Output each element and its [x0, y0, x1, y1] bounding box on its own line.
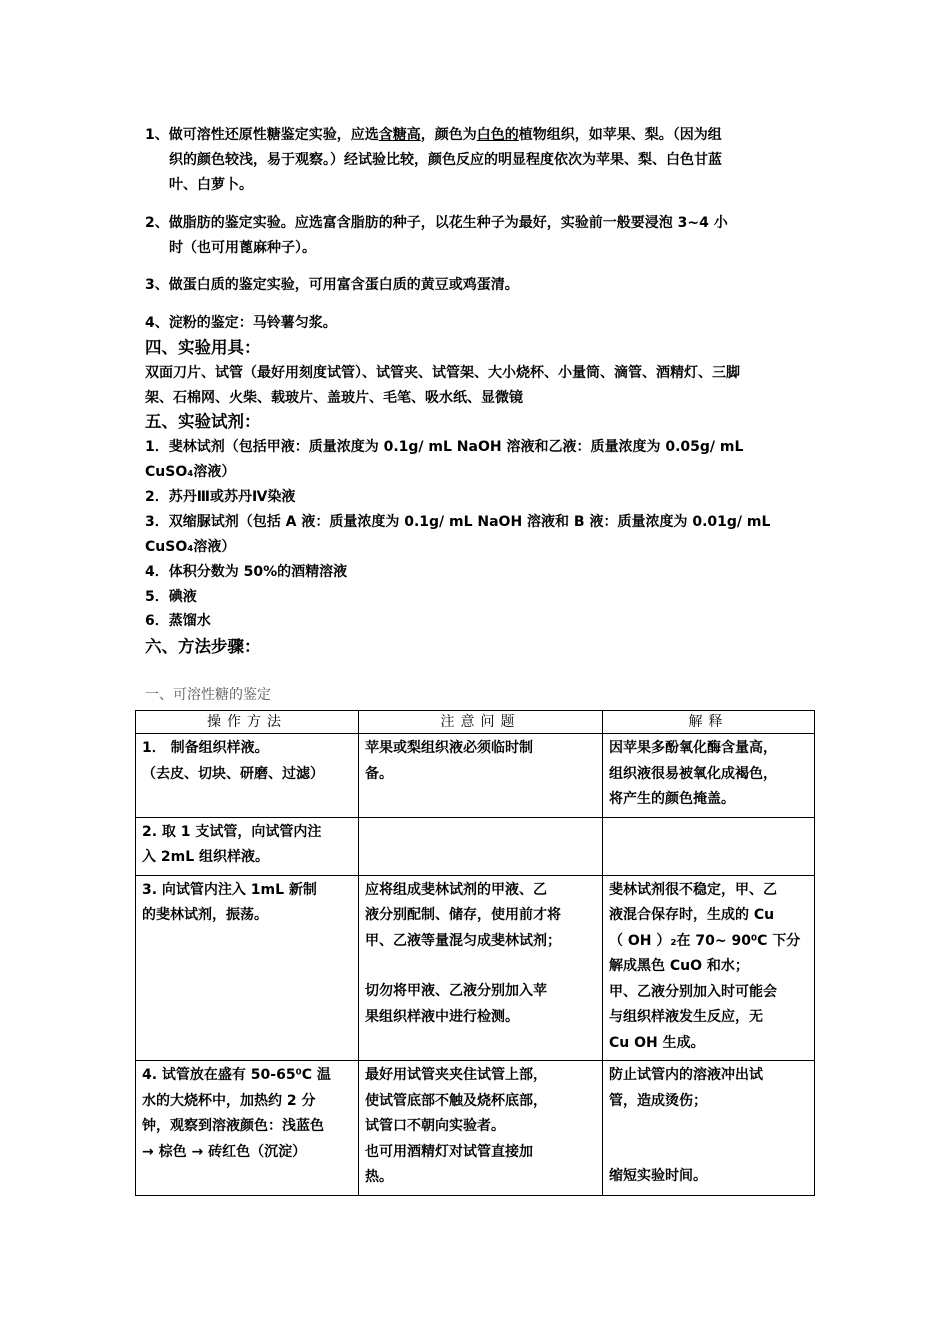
operation-cell: [136, 1061, 359, 1196]
item-text: 做可溶性还原性糖鉴定实验，应选: [168, 127, 379, 143]
underlined-text: 白色的: [476, 127, 519, 143]
cell-line: 备。: [365, 765, 393, 782]
cell-line: 将产生的颜色掩盖。: [609, 791, 735, 807]
cell-line: 最好用试管夹夹住试管上部，: [365, 1067, 547, 1083]
cell-line: 的斐林试剂，振荡。: [142, 907, 268, 923]
header-explanation: 解释: [603, 711, 815, 734]
cell-line: 甲、乙液分别加入时可能会: [609, 983, 777, 1000]
explanation-cell: [603, 817, 815, 875]
intro-item-3: [145, 273, 810, 298]
cell-line: 4. 试管放在盛有 50-65⁰C 温: [142, 1067, 331, 1083]
item-text: ，颜色为: [420, 127, 477, 143]
item-number: 1、: [145, 127, 169, 143]
notes-cell: [359, 817, 603, 875]
cell-line: 1． 制备组织样液。: [142, 740, 269, 756]
cell-line: 甲、乙液等量混匀成斐林试剂；: [365, 932, 561, 949]
operation-cell: [136, 734, 359, 818]
cell-line: 试管口不朝向实验者。: [365, 1118, 505, 1134]
cell-line: 应将组成斐林试剂的甲液、乙: [365, 881, 547, 898]
operation-cell: [136, 875, 359, 1061]
reagent-line: 2．苏丹Ⅲ或苏丹Ⅳ染液: [145, 489, 296, 505]
item-text: 植物组织，如苹果、梨。（因为组: [518, 127, 722, 143]
explanation-cell: [603, 1061, 815, 1196]
item-text: 淀粉的鉴定：马铃薯匀浆。: [168, 315, 337, 331]
cell-line: 液分别配制、储存，使用前才将: [365, 907, 561, 923]
table-row: [136, 875, 815, 1061]
cell-line: 果组织样液中进行检测。: [365, 1008, 519, 1025]
cell-line: 解成黑色 CuO 和水；: [609, 958, 749, 974]
reagent-line: 6．蒸馏水: [145, 613, 211, 629]
cell-line: 与组织样液发生反应，无: [609, 1009, 763, 1025]
notes-cell: [359, 1061, 603, 1196]
blank-line: [609, 1139, 808, 1164]
cell-line: 组织液很易被氧化成褐色，: [609, 765, 777, 782]
cell-line: 液混合保存时，生成的 Cu: [609, 907, 775, 923]
cell-line: 防止试管内的溶液冲出试: [609, 1067, 763, 1083]
notes-cell: [359, 875, 603, 1061]
operation-cell: [136, 817, 359, 875]
reagent-line: CuSO₄溶液）: [145, 539, 236, 555]
item-number: 2、: [145, 215, 169, 231]
item-continuation: 时（也可用蓖麻种子）。: [169, 240, 316, 256]
section-heading-reagents: 五、实验试剂：: [145, 412, 261, 431]
cell-line: 缩短实验时间。: [609, 1168, 707, 1184]
cell-line: 苹果或梨组织液必须临时制: [365, 740, 533, 756]
section-heading-methods: 六、方法步骤：: [145, 637, 261, 656]
cell-line: → 棕色 → 砖红色（沉淀）: [142, 1143, 307, 1160]
reagent-line: 4．体积分数为 50%的酒精溶液: [145, 564, 348, 580]
explanation-cell: [603, 875, 815, 1061]
reagent-line: CuSO₄溶液）: [145, 464, 236, 480]
reagent-line: 5．碘液: [145, 589, 197, 605]
cell-line: 水的大烧杯中，加热约 2 分: [142, 1092, 316, 1109]
intro-item-4: [145, 311, 810, 336]
section-heading-tools: 四、实验用具：: [145, 338, 261, 357]
cell-line: 也可用酒精灯对试管直接加: [365, 1143, 533, 1160]
table-header-row: [136, 711, 815, 734]
item-text: 做蛋白质的鉴定实验，可用富含蛋白质的黄豆或鸡蛋清。: [168, 277, 519, 293]
item-number: 3、: [145, 277, 169, 293]
cell-line: 切勿将甲液、乙液分别加入苹: [365, 983, 547, 999]
intro-item-2: [145, 211, 810, 261]
cell-line: 因苹果多酚氧化酶含量高，: [609, 740, 777, 756]
cell-line: （去皮、切块、研磨、过滤）: [142, 765, 324, 782]
cell-line: 热。: [365, 1169, 393, 1185]
item-continuation: 织的颜色较浅，易于观察。）经试验比较，颜色反应的明显程度依次为苹果、梨、白色甘蓝: [169, 152, 722, 168]
underlined-text: 含糖高: [378, 127, 421, 143]
cell-line: 钟，观察到溶液颜色：浅蓝色: [142, 1118, 324, 1134]
tools-line-1: 双面刀片、试管（最好用刻度试管）、试管夹、试管架、大小烧杯、小量筒、滴管、酒精灯、三脚: [145, 365, 740, 381]
cell-line: 使试管底部不触及烧杯底部，: [365, 1092, 547, 1109]
cell-line: 2. 取 1 支试管，向试管内注: [142, 823, 322, 840]
reagent-line: 3．双缩脲试剂（包括 A 液：质量浓度为 0.1g/ mL NaOH 溶液和 B 液：质量浓度为 0.01g/ mL: [145, 514, 771, 530]
table-row: [136, 734, 815, 818]
cell-line: Cu OH 生成。: [609, 1034, 705, 1051]
explanation-cell: [603, 734, 815, 818]
table-row: [136, 1061, 815, 1196]
header-notes: 注意问题: [359, 711, 603, 734]
cell-line: 3. 向试管内注入 1mL 新制: [142, 881, 317, 898]
cell-line: 入 2mL 组织样液。: [142, 849, 269, 865]
procedure-table: [135, 710, 815, 1196]
cell-line: 管，造成烫伤；: [609, 1092, 707, 1109]
table-row: [136, 817, 815, 875]
blank-line: [365, 954, 596, 979]
item-text: 做脂肪的鉴定实验。应选富含脂肪的种子，以花生种子为最好，实验前一般要浸泡 3~4 小: [168, 215, 728, 231]
cell-line: （ OH ）₂在 70~ 90⁰C 下分: [609, 932, 801, 949]
table-caption: 一、可溶性糖的鉴定: [145, 687, 271, 703]
reagent-line: 1．斐林试剂（包括甲液：质量浓度为 0.1g/ mL NaOH 溶液和乙液：质量浓度为 0.05g/ mL: [145, 439, 744, 455]
blank-line: [609, 1114, 808, 1139]
tools-line-2: 架、石棉网、火柴、载玻片、盖玻片、毛笔、吸水纸、显微镜: [145, 390, 523, 406]
item-number: 4、: [145, 315, 169, 331]
intro-item-1: [145, 123, 810, 198]
header-operation: 操作方法: [136, 711, 359, 734]
notes-cell: [359, 734, 603, 818]
cell-line: 斐林试剂很不稳定，甲、乙: [609, 881, 777, 898]
item-continuation: 叶、白萝卜。: [169, 177, 253, 193]
